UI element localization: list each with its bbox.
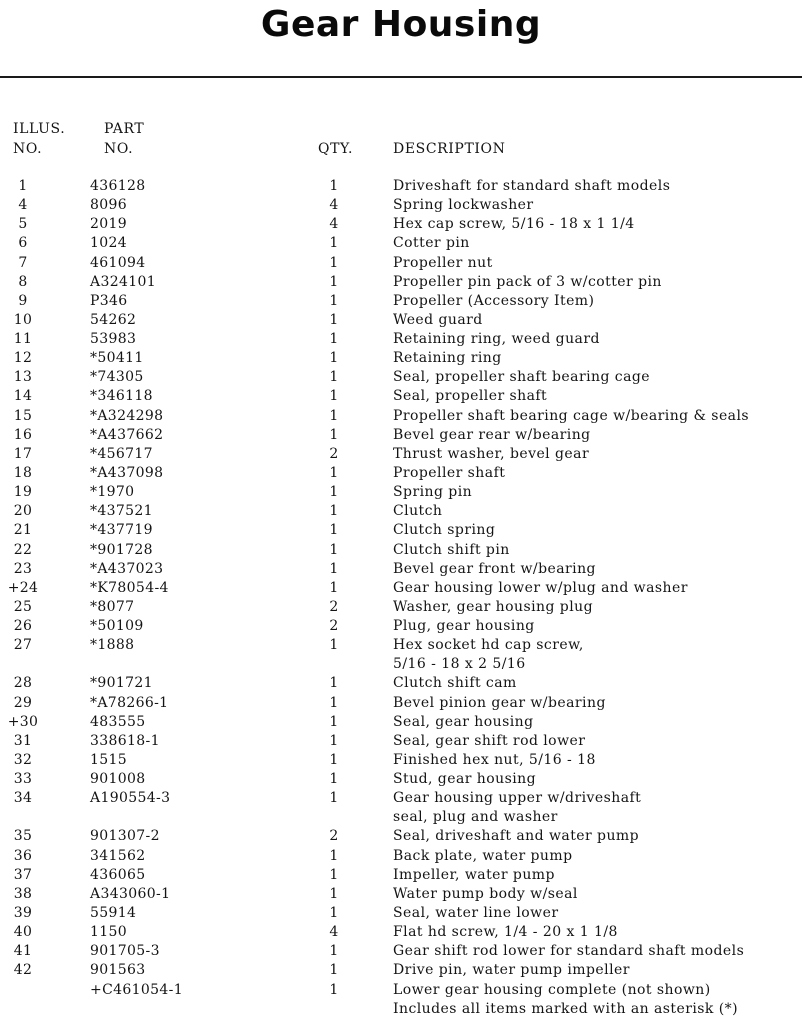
illus-number: 35 [13, 828, 33, 845]
description: seal, plug and washer [393, 809, 558, 826]
part-number: 436065 [90, 866, 146, 883]
description: Weed guard [393, 311, 483, 328]
table-row [0, 292, 802, 311]
header-description: DESCRIPTION [393, 141, 506, 157]
illus-number: +30 [7, 713, 39, 730]
part-number: *A437098 [90, 464, 164, 481]
table-row [0, 1000, 802, 1019]
table-row [0, 713, 802, 732]
quantity: 1 [329, 637, 339, 654]
illus-number: 18 [13, 464, 33, 481]
illus-number: 39 [13, 904, 33, 921]
quantity: 1 [329, 732, 339, 749]
quantity: 1 [329, 178, 339, 194]
part-number: *A437023 [90, 560, 164, 577]
illus-number: 38 [13, 885, 33, 902]
description: Finished hex nut, 5/16 - 18 [393, 751, 596, 768]
quantity: 1 [329, 407, 339, 424]
part-number: *346118 [90, 388, 153, 405]
illus-number: 5 [18, 216, 28, 233]
header-part-line2: NO. [104, 141, 134, 157]
table-row [0, 196, 802, 215]
quantity: 1 [329, 866, 339, 883]
illus-number: 32 [13, 751, 33, 768]
part-number: *437521 [90, 503, 153, 520]
quantity: 1 [329, 235, 339, 252]
table-row [0, 598, 802, 617]
table-row [0, 923, 802, 942]
illus-number: 7 [18, 254, 28, 271]
description: Retaining ring, weed guard [393, 331, 600, 347]
table-row [0, 502, 802, 521]
table-row [0, 387, 802, 406]
description: Spring lockwasher [393, 197, 534, 214]
description: Seal, propeller shaft bearing cage [393, 369, 651, 386]
description: Clutch spring [393, 522, 496, 539]
part-number: *A78266-1 [90, 694, 169, 711]
part-number: 901008 [90, 771, 146, 787]
quantity: 2 [329, 445, 339, 462]
quantity: 2 [329, 618, 339, 634]
table-row [0, 311, 802, 330]
table-row [0, 808, 802, 827]
table-row [0, 694, 802, 713]
illus-number: 42 [13, 962, 33, 979]
part-number: 2019 [90, 216, 128, 233]
illus-number: 17 [13, 445, 33, 462]
description: Drive pin, water pump impeller [393, 962, 630, 979]
table-row [0, 349, 802, 368]
part-number: 338618-1 [90, 732, 160, 749]
illus-number: 13 [13, 369, 33, 386]
table-row [0, 732, 802, 751]
part-number: *K78054-4 [90, 579, 169, 596]
illus-number: 8 [18, 273, 28, 290]
quantity: 1 [329, 981, 339, 998]
header-part-line1: PART [104, 121, 145, 137]
table-row [0, 961, 802, 980]
table-row [0, 751, 802, 770]
illus-number: 21 [13, 522, 33, 539]
quantity: 1 [329, 694, 339, 711]
illus-number: +24 [7, 579, 39, 596]
part-number: *1970 [90, 484, 135, 501]
page-title: Gear Housing [260, 4, 542, 45]
description: Seal, gear shift rod lower [393, 732, 586, 749]
illus-number: 25 [13, 598, 33, 615]
illus-number: 19 [13, 484, 33, 501]
description: Cotter pin [393, 235, 470, 252]
illus-number: 14 [13, 388, 33, 405]
description: Back plate, water pump [393, 847, 573, 864]
illus-number: 27 [13, 637, 33, 654]
description: Propeller shaft bearing cage w/bearing & seals [393, 407, 750, 424]
description: Thrust washer, bevel gear [393, 445, 590, 462]
description: Flat hd screw, 1/4 - 20 x 1 1/8 [393, 924, 618, 941]
quantity: 1 [329, 943, 339, 960]
quantity: 1 [329, 904, 339, 921]
description: Seal, gear housing [393, 713, 534, 730]
description: Bevel gear front w/bearing [393, 560, 596, 577]
table-row [0, 885, 802, 904]
part-number: *901721 [90, 675, 153, 692]
quantity: 1 [329, 484, 339, 501]
table-row [0, 177, 802, 196]
description: Lower gear housing complete (not shown) [393, 981, 711, 998]
illus-number: 37 [13, 866, 33, 883]
part-number: 436128 [90, 178, 146, 194]
description: Washer, gear housing plug [393, 598, 594, 615]
part-number: A343060-1 [90, 885, 171, 902]
quantity: 4 [329, 216, 339, 233]
illus-number: 22 [13, 541, 33, 558]
quantity: 1 [329, 675, 339, 692]
title-divider [0, 76, 802, 78]
description: Water pump body w/seal [393, 885, 578, 902]
description: Gear housing lower w/plug and washer [393, 579, 688, 596]
part-number: 1024 [90, 235, 128, 252]
quantity: 1 [329, 522, 339, 539]
description: Hex socket hd cap screw, [393, 637, 584, 654]
table-row [0, 981, 802, 1000]
illus-number: 6 [18, 235, 28, 252]
part-number: 53983 [90, 331, 137, 347]
description: Propeller nut [393, 254, 493, 271]
part-number: *74305 [90, 369, 144, 386]
quantity: 1 [329, 771, 339, 787]
part-number: *437719 [90, 522, 153, 539]
quantity: 1 [329, 369, 339, 386]
part-number: 483555 [90, 713, 146, 730]
part-number: *50109 [90, 618, 144, 634]
table-row [0, 254, 802, 273]
part-number: 461094 [90, 254, 146, 271]
description: 5/16 - 18 x 2 5/16 [393, 656, 526, 673]
table-row [0, 904, 802, 923]
part-number: *8077 [90, 598, 135, 615]
description: Seal, driveshaft and water pump [393, 828, 640, 845]
part-number: 341562 [90, 847, 146, 864]
header-illus-line2: NO. [13, 141, 43, 157]
description: Includes all items marked with an asterisk (*) [393, 1000, 739, 1017]
quantity: 1 [329, 847, 339, 864]
quantity: 1 [329, 464, 339, 481]
table-row [0, 674, 802, 693]
illus-number: 36 [13, 847, 33, 864]
table-row [0, 827, 802, 846]
quantity: 1 [329, 962, 339, 979]
description: Clutch [393, 503, 443, 520]
illus-number: 34 [13, 790, 33, 807]
table-row [0, 866, 802, 885]
quantity: 1 [329, 388, 339, 405]
table-row [0, 521, 802, 540]
illus-number: 10 [13, 311, 33, 328]
quantity: 1 [329, 426, 339, 443]
illus-number: 40 [13, 924, 33, 941]
part-number: 8096 [90, 197, 128, 214]
table-row [0, 617, 802, 636]
description: Bevel pinion gear w/bearing [393, 694, 606, 711]
part-number: *456717 [90, 445, 153, 462]
table-row [0, 426, 802, 445]
table-row [0, 579, 802, 598]
illus-number: 4 [18, 197, 28, 214]
quantity: 1 [329, 503, 339, 520]
part-number: 54262 [90, 311, 137, 328]
table-row [0, 942, 802, 961]
part-number: 901563 [90, 962, 146, 979]
description: Propeller shaft [393, 464, 506, 481]
description: Spring pin [393, 484, 473, 501]
description: Propeller (Accessory Item) [393, 292, 595, 309]
illus-number: 33 [13, 771, 33, 787]
description: Bevel gear rear w/bearing [393, 426, 591, 443]
part-number: *1888 [90, 637, 135, 654]
illus-number: 28 [13, 675, 33, 692]
description: Plug, gear housing [393, 618, 535, 634]
description: Stud, gear housing [393, 771, 537, 787]
table-row [0, 541, 802, 560]
quantity: 1 [329, 541, 339, 558]
illus-number: 23 [13, 560, 33, 577]
quantity: 2 [329, 598, 339, 615]
illus-number: 15 [13, 407, 33, 424]
header-qty: QTY. [318, 141, 354, 157]
description: Seal, propeller shaft [393, 388, 548, 405]
table-row [0, 636, 802, 655]
part-number: 901705-3 [90, 943, 160, 960]
table-row [0, 445, 802, 464]
illus-number: 16 [13, 426, 33, 443]
table-row [0, 273, 802, 292]
part-number: *A324298 [90, 407, 164, 424]
table-row [0, 847, 802, 866]
quantity: 1 [329, 790, 339, 807]
illus-number: 26 [13, 618, 33, 634]
part-number: +C461054-1 [90, 981, 184, 998]
part-number: *A437662 [90, 426, 164, 443]
table-row [0, 483, 802, 502]
illus-number: 31 [13, 732, 33, 749]
table-row [0, 770, 802, 789]
part-number: 901307-2 [90, 828, 160, 845]
illus-number: 11 [13, 331, 33, 347]
quantity: 1 [329, 713, 339, 730]
quantity: 4 [329, 197, 339, 214]
table-row [0, 560, 802, 579]
part-number: 1515 [90, 751, 128, 768]
illus-number: 1 [18, 178, 28, 194]
quantity: 1 [329, 350, 339, 367]
quantity: 1 [329, 254, 339, 271]
part-number: *901728 [90, 541, 153, 558]
description: Gear shift rod lower for standard shaft models [393, 943, 745, 960]
table-row [0, 368, 802, 387]
part-number: A190554-3 [90, 790, 171, 807]
quantity: 4 [329, 924, 339, 941]
part-number: *50411 [90, 350, 144, 367]
part-number: A324101 [90, 273, 157, 290]
quantity: 1 [329, 273, 339, 290]
table-row [0, 789, 802, 808]
illus-number: 12 [13, 350, 33, 367]
description: Clutch shift pin [393, 541, 510, 558]
description: Impeller, water pump [393, 866, 555, 883]
description: Gear housing upper w/driveshaft [393, 790, 642, 807]
quantity: 1 [329, 560, 339, 577]
table-row [0, 655, 802, 674]
quantity: 1 [329, 751, 339, 768]
quantity: 1 [329, 292, 339, 309]
part-number: P346 [90, 292, 128, 309]
part-number: 55914 [90, 904, 137, 921]
illus-number: 20 [13, 503, 33, 520]
illus-number: 9 [18, 292, 28, 309]
illus-number: 29 [13, 694, 33, 711]
table-row [0, 464, 802, 483]
quantity: 1 [329, 885, 339, 902]
quantity: 1 [329, 331, 339, 347]
header-illus-line1: ILLUS. [13, 121, 66, 137]
part-number: 1150 [90, 924, 128, 941]
quantity: 2 [329, 828, 339, 845]
table-row [0, 215, 802, 234]
table-row [0, 407, 802, 426]
quantity: 1 [329, 579, 339, 596]
description: Clutch shift cam [393, 675, 517, 692]
description: Driveshaft for standard shaft models [393, 178, 671, 194]
table-row [0, 330, 802, 349]
description: Hex cap screw, 5/16 - 18 x 1 1/4 [393, 216, 635, 233]
quantity: 1 [329, 311, 339, 328]
description: Seal, water line lower [393, 904, 559, 921]
illus-number: 41 [13, 943, 33, 960]
description: Retaining ring [393, 350, 502, 367]
description: Propeller pin pack of 3 w/cotter pin [393, 273, 662, 290]
table-row [0, 234, 802, 253]
